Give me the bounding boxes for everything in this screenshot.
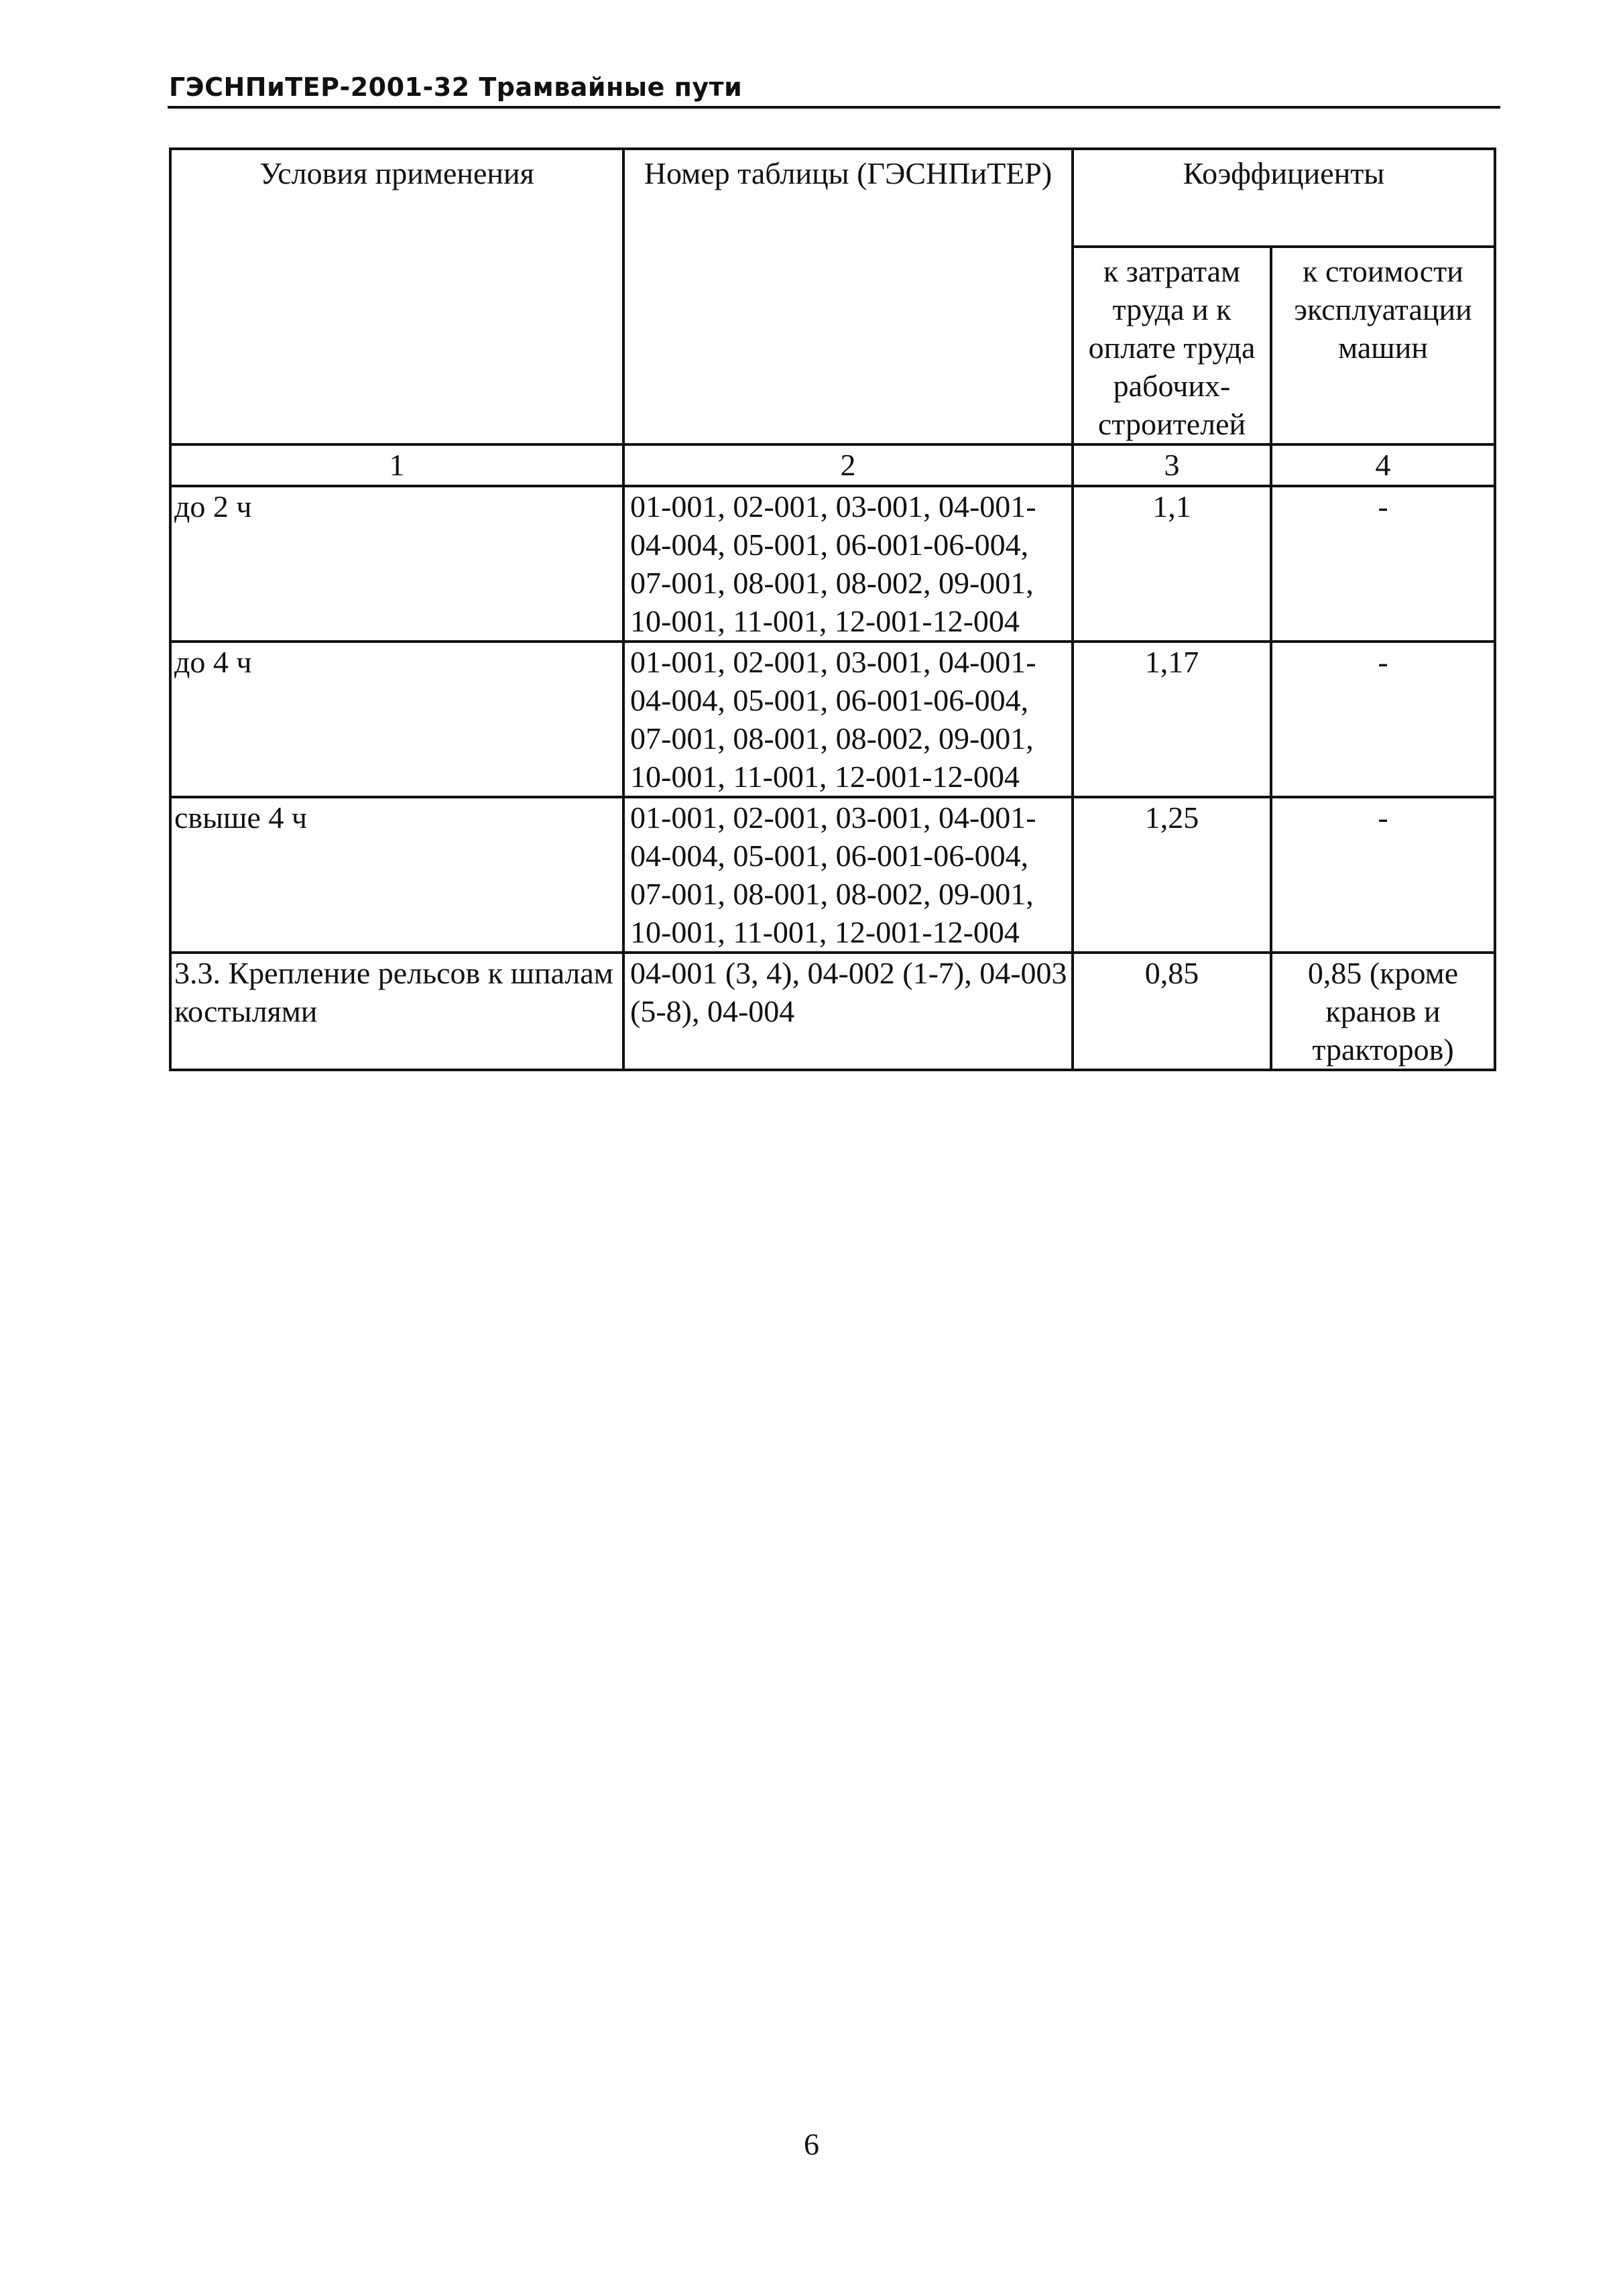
column-number-row (170, 444, 1495, 486)
row-labor-coefficient: 1,1 (1073, 486, 1271, 642)
page-header-title: ГЭСНПиТЕР-2001-32 Трамвайные пути (169, 72, 743, 102)
column-number: 1 (170, 444, 623, 486)
column-number: 2 (623, 444, 1073, 486)
page-number: 6 (804, 2127, 819, 2161)
column-number: 3 (1073, 444, 1271, 486)
header-table-number: Номер таблицы (ГЭСНПиТЕР) (623, 149, 1073, 444)
header-conditions: Условия применения (170, 149, 623, 444)
row-tables: 01-001, 02-001, 03-001, 04-001-04-004, 05-001, 06-001-06-004, 07-001, 08-001, 08-002, 09-001, 10-001, 11-001, 12-001-12-004 (623, 642, 1073, 797)
row-labor-coefficient: 0,85 (1073, 953, 1271, 1070)
row-machine-coefficient: - (1271, 642, 1495, 797)
table-row (170, 953, 1495, 1070)
table-header-row (170, 149, 1495, 247)
column-number: 4 (1271, 444, 1495, 486)
coefficients-table (169, 147, 1496, 1071)
header-coefficients: Коэффициенты (1073, 149, 1495, 247)
row-tables: 01-001, 02-001, 03-001, 04-001-04-004, 05-001, 06-001-06-004, 07-001, 08-001, 08-002, 09-001, 10-001, 11-001, 12-001-12-004 (623, 797, 1073, 953)
header-rule (168, 106, 1500, 109)
row-condition: до 4 ч (170, 642, 623, 797)
header-machine-costs: к стоимости эксплуатации машин (1271, 247, 1495, 444)
row-labor-coefficient: 1,17 (1073, 642, 1271, 797)
row-tables: 01-001, 02-001, 03-001, 04-001-04-004, 05-001, 06-001-06-004, 07-001, 08-001, 08-002, 09-001, 10-001, 11-001, 12-001-12-004 (623, 486, 1073, 642)
row-condition: 3.3. Крепление рельсов к шпалам костылями (170, 953, 623, 1070)
row-machine-coefficient: - (1271, 797, 1495, 953)
row-condition: до 2 ч (170, 486, 623, 642)
row-condition: свыше 4 ч (170, 797, 623, 953)
row-tables: 04-001 (3, 4), 04-002 (1-7), 04-003 (5-8), 04-004 (623, 953, 1073, 1070)
table-row (170, 486, 1495, 642)
row-machine-coefficient: 0,85 (кроме кранов и тракторов) (1271, 953, 1495, 1070)
header-labor-costs: к затратам труда и к оплате труда рабочих-строителей (1073, 247, 1271, 444)
table-row (170, 642, 1495, 797)
row-labor-coefficient: 1,25 (1073, 797, 1271, 953)
row-machine-coefficient: - (1271, 486, 1495, 642)
table-row (170, 797, 1495, 953)
